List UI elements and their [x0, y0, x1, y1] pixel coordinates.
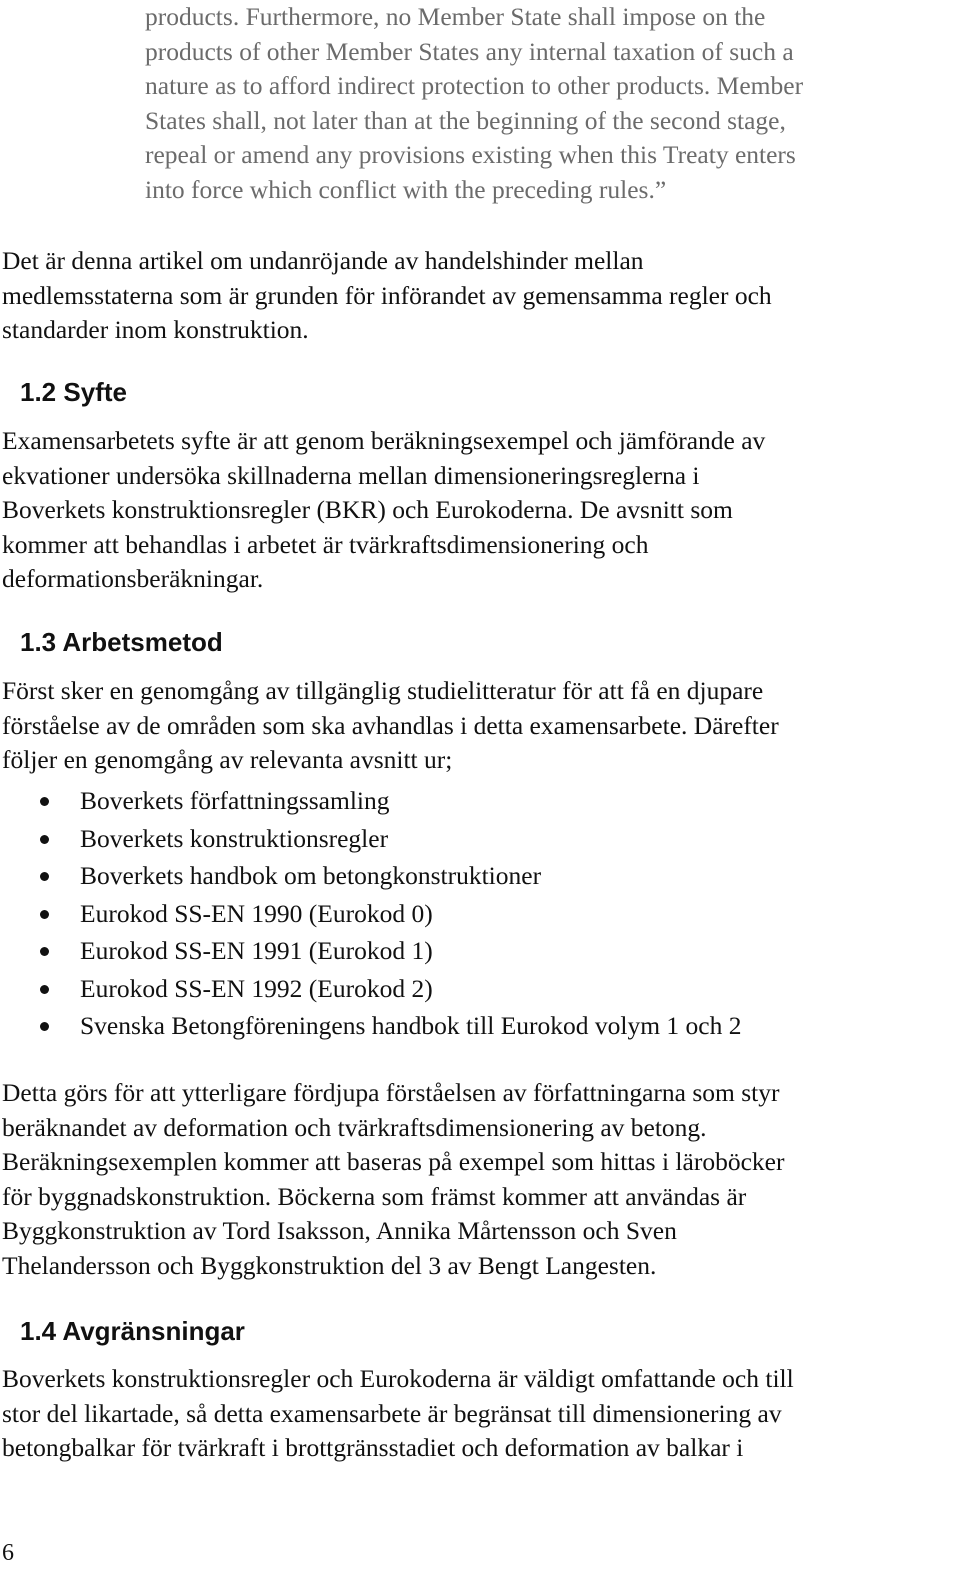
list-item [0, 857, 950, 895]
quote-line: products of other Member States any internal taxation of such a [145, 36, 794, 66]
list-item-label: Svenska Betongföreningens handbok till Eurokod volym 1 och 2 [80, 1011, 742, 1040]
quote-line: nature as to afford indirect protection to other products. Member [145, 71, 804, 100]
list-item [0, 932, 950, 970]
list-item-label: Eurokod SS-EN 1990 (Eurokod 0) [80, 898, 433, 928]
bullet-icon [40, 1022, 49, 1031]
paragraph-line: följer en genomgång av relevanta avsnitt ur; [2, 745, 453, 774]
arbetsmetod-paragraph [2, 674, 952, 778]
paragraph-line: Boverkets konstruktionsregler (BKR) och Eurokoderna. De avsnitt som [2, 495, 733, 524]
arbetsmetod-followup-paragraph [2, 1076, 952, 1283]
paragraph-line: Thelandersson och Byggkonstruktion del 3 av Bengt Langesten. [2, 1250, 657, 1280]
paragraph-line: betongbalkar för tvärkraft i brottgränsstadiet och deformation av balkar i [2, 1433, 744, 1462]
list-item [0, 782, 950, 820]
bullet-icon [40, 985, 49, 994]
paragraph-line: Först sker en genomgång av tillgänglig studielitteratur för att få en djupare [2, 676, 764, 705]
paragraph-line: ekvationer undersöka skillnaderna mellan dimensioneringsreglerna i [2, 460, 700, 490]
paragraph-line: Beräkningsexemplen kommer att baseras på exempel som hittas i läroböcker [2, 1147, 785, 1176]
list-item-label: Boverkets författningssamling [80, 786, 390, 815]
quote-line: products. Furthermore, no Member State shall impose on the [145, 2, 766, 31]
source-bullet-list [0, 782, 950, 1045]
paragraph-line: kommer att behandlas i arbetet är tvärkraftsdimensionering och [2, 529, 649, 559]
list-item-label: Eurokod SS-EN 1992 (Eurokod 2) [80, 973, 433, 1003]
intro-paragraph [2, 244, 952, 348]
paragraph-line: standarder inom konstruktion. [2, 315, 309, 344]
paragraph-line: stor del likartade, så detta examensarbete är begränsat till dimensionering av [2, 1398, 782, 1428]
list-item-label: Eurokod SS-EN 1991 (Eurokod 1) [80, 936, 433, 965]
paragraph-line: förståelse av de områden som ska avhandlas i detta examensarbete. Därefter [2, 710, 779, 740]
list-item [0, 970, 950, 1008]
list-item-label: Boverkets konstruktionsregler [80, 823, 389, 853]
page-number: 6 [2, 1540, 14, 1566]
avgransningar-paragraph [2, 1362, 952, 1466]
section-heading-arbetsmetod: 1.3 Arbetsmetod [20, 627, 223, 657]
bullet-icon [40, 797, 49, 806]
quoted-treaty-text [145, 0, 945, 207]
paragraph-line: Examensarbetets syfte är att genom beräkningsexempel och jämförande av [2, 426, 766, 455]
list-item [0, 895, 950, 933]
bullet-icon [40, 872, 49, 881]
paragraph-line: medlemsstaterna som är grunden för införandet av gemensamma regler och [2, 280, 772, 310]
list-item-label: Boverkets handbok om betongkonstruktioner [80, 861, 542, 890]
quote-line: repeal or amend any provisions existing when this Treaty enters [145, 140, 796, 169]
quote-line: States shall, not later than at the beginning of the second stage, [145, 105, 786, 135]
paragraph-line: Detta görs för att ytterligare fördjupa förståelsen av författningarna som styr [2, 1078, 780, 1107]
bullet-icon [40, 835, 49, 844]
list-item [0, 1007, 950, 1045]
paragraph-line: Byggkonstruktion av Tord Isaksson, Annika Mårtensson och Sven [2, 1216, 677, 1245]
section-heading-syfte: 1.2 Syfte [20, 377, 127, 407]
paragraph-line: beräknandet av deformation och tvärkraftsdimensionering av betong. [2, 1112, 707, 1142]
paragraph-line: Boverkets konstruktionsregler och Eurokoderna är väldigt omfattande och till [2, 1364, 794, 1393]
paragraph-line: Det är denna artikel om undanröjande av handelshinder mellan [2, 246, 644, 275]
quote-line: into force which conflict with the preceding rules.” [145, 174, 667, 204]
list-item [0, 820, 950, 858]
paragraph-line: deformationsberäkningar. [2, 564, 264, 593]
bullet-icon [40, 947, 49, 956]
section-heading-avgransningar: 1.4 Avgränsningar [20, 1316, 245, 1346]
bullet-icon [40, 910, 49, 919]
paragraph-line: för byggnadskonstruktion. Böckerna som främst kommer att användas är [2, 1181, 747, 1211]
syfte-paragraph [2, 424, 952, 597]
